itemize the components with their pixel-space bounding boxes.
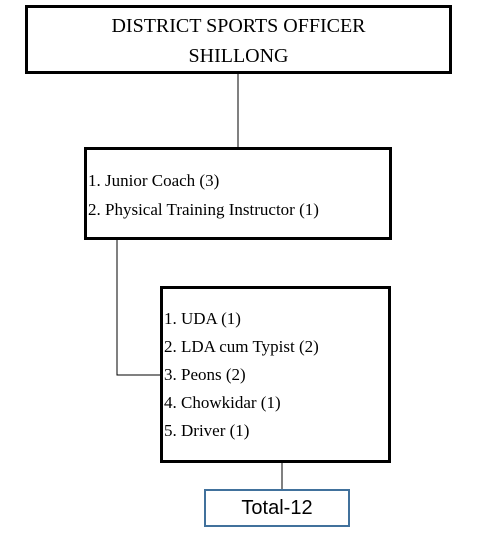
list-item: 1. Junior Coach (3) <box>88 171 220 190</box>
coaching-staff-box <box>84 147 392 240</box>
list-item: 4. Chowkidar (1) <box>164 393 281 412</box>
total-label: Total-12 <box>241 497 313 519</box>
district-sports-officer-box <box>25 5 452 74</box>
list-item: 1. UDA (1) <box>164 309 241 328</box>
connector-middle-to-lower <box>117 240 161 375</box>
top-box-subtitle: SHILLONG <box>188 45 289 67</box>
total-box <box>204 489 350 527</box>
list-item: 5. Driver (1) <box>164 421 250 440</box>
list-item: 3. Peons (2) <box>164 365 246 384</box>
support-staff-box <box>160 286 391 463</box>
list-item: 2. Physical Training Instructor (1) <box>88 200 319 219</box>
list-item: 2. LDA cum Typist (2) <box>164 337 319 356</box>
top-box-title: DISTRICT SPORTS OFFICER <box>111 15 366 37</box>
